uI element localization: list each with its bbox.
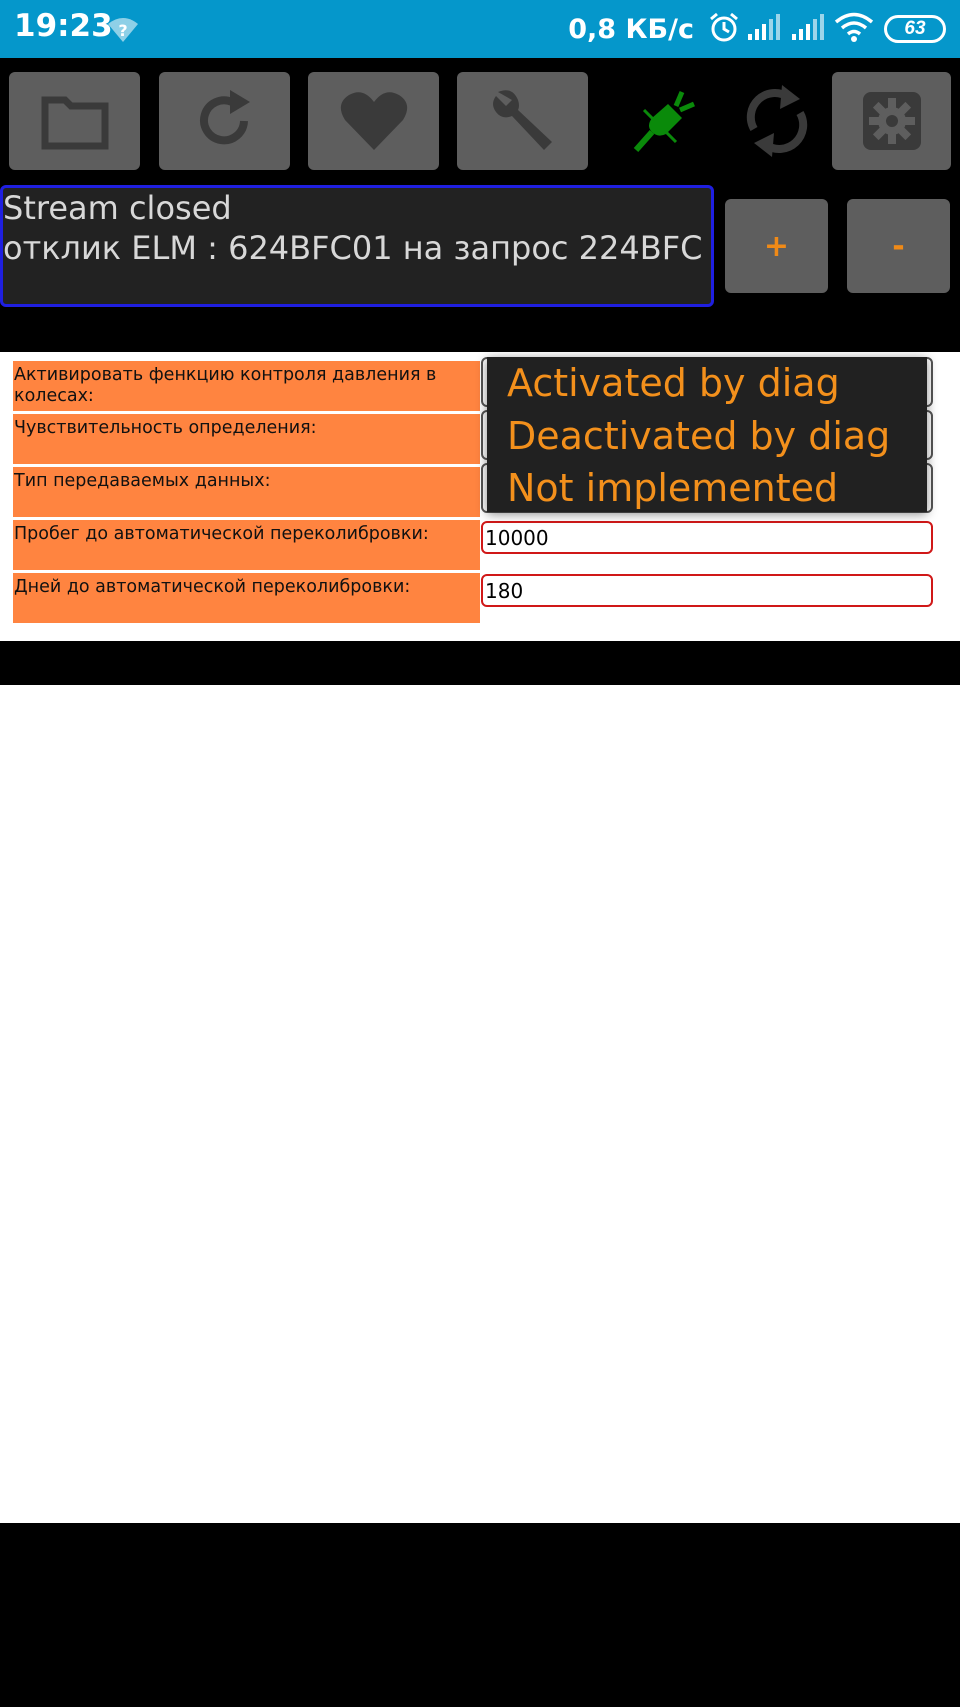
log-line: отклик ELM : 624BFC01 на запрос 224BFC	[3, 229, 703, 267]
open-folder-button[interactable]	[9, 72, 140, 170]
svg-text:?: ?	[118, 21, 128, 40]
favorites-button[interactable]	[308, 72, 439, 170]
log-line: Stream closed	[3, 189, 232, 227]
mileage-input[interactable]: 10000	[481, 521, 933, 554]
empty-area	[0, 685, 960, 1523]
refresh-icon	[194, 90, 256, 152]
days-input[interactable]: 180	[481, 574, 933, 607]
refresh-button[interactable]	[159, 72, 290, 170]
param-label-mileage: Пробег до автоматической переколибровки:	[13, 520, 480, 570]
status-time: 19:23	[14, 8, 113, 44]
gear-icon	[861, 90, 923, 152]
settings-button[interactable]	[832, 72, 951, 170]
heart-icon	[339, 90, 409, 152]
zoom-out-button[interactable]: -	[847, 199, 950, 293]
signal-icon-2	[784, 12, 828, 47]
log-output	[0, 185, 714, 307]
tools-button[interactable]	[457, 72, 588, 170]
network-speed: 0,8 КБ/с	[568, 13, 694, 45]
signal-icon-1	[740, 12, 784, 47]
dropdown-list	[487, 357, 927, 512]
dropdown-option[interactable]: Not implemented	[507, 466, 839, 510]
folder-icon	[41, 92, 109, 150]
dropdown-option[interactable]: Activated by diag	[507, 361, 840, 405]
param-label-activate: Активировать фенкцию контроля давления в колесах:	[13, 361, 480, 411]
wifi-icon	[828, 11, 874, 48]
connection-button[interactable]	[615, 72, 715, 170]
wrench-icon	[488, 86, 558, 156]
plug-icon	[632, 88, 698, 154]
status-bar	[0, 0, 960, 58]
dropdown-option[interactable]: Deactivated by diag	[507, 414, 891, 458]
param-label-sensitivity: Чувствительность определения:	[13, 414, 480, 464]
sync-button[interactable]	[727, 72, 827, 170]
param-label-days: Дней до автоматической переколибровки:	[13, 573, 480, 623]
bottom-bar	[0, 1523, 960, 1707]
divider-black	[0, 641, 960, 685]
wifi-question-icon	[106, 14, 140, 49]
alarm-icon	[702, 11, 740, 48]
battery-icon: 63	[884, 15, 946, 43]
param-label-data-type: Тип передаваемых данных:	[13, 467, 480, 517]
zoom-in-button[interactable]: +	[725, 199, 828, 293]
sync-icon	[742, 83, 812, 159]
